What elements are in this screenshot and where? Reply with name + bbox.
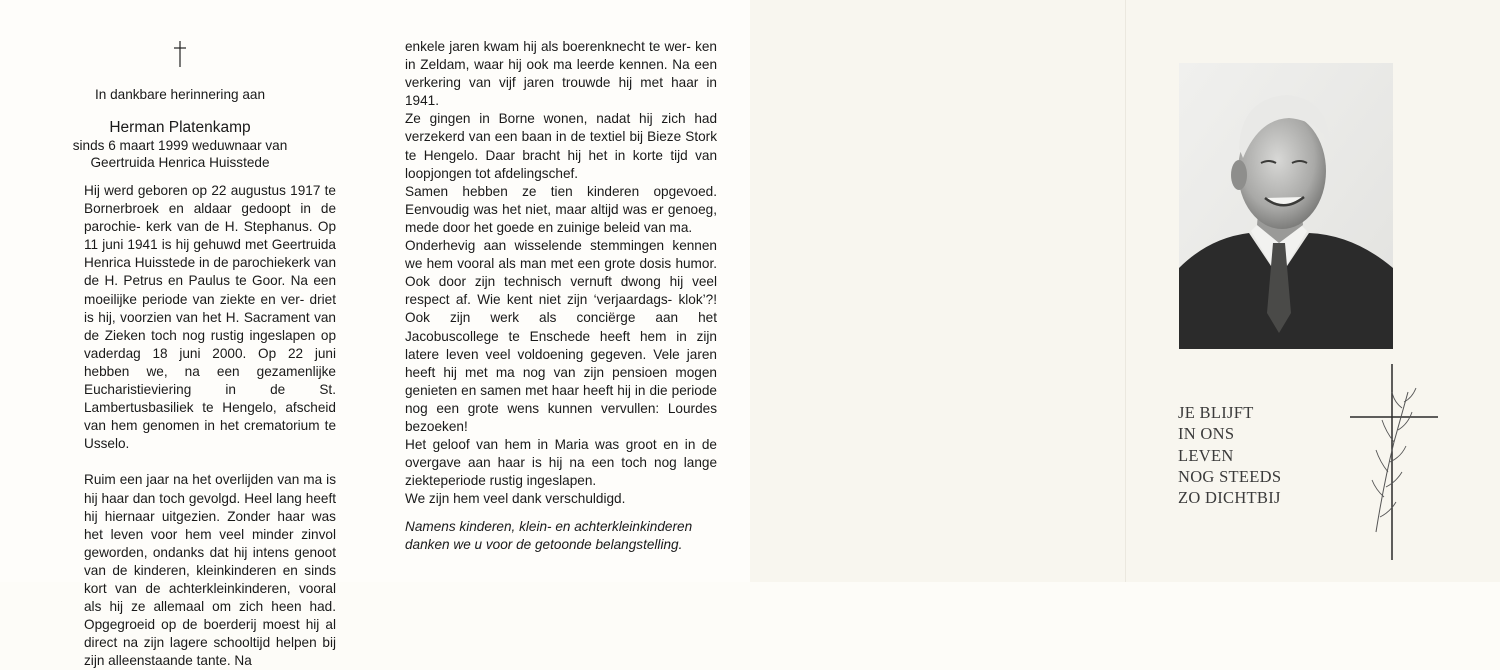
biography-block-4 (405, 237, 717, 436)
widower-line: sinds 6 maart 1999 weduwnaar van (72, 138, 288, 153)
text-line: latere leven veel voldoening gegeven. Vele jaren (405, 346, 717, 362)
text-line: veel respect af. Wie kent niet zijn ‘verjaardags- (405, 274, 717, 308)
poem-line: IN ONS (1178, 424, 1235, 444)
text-line: Lourdes bezoeken! (405, 400, 717, 434)
text-line: Ruim een jaar na het overlijden van ma is hij haar (84, 472, 336, 506)
text-line: genoeg, mede door het goede en zuinige beleid (405, 201, 718, 235)
text-line: Bornerbroek en aldaar gedoopt in de parochie- (84, 201, 336, 235)
portrait-illustration (1179, 63, 1393, 349)
poem-line: JE BLIJFT (1178, 403, 1254, 422)
text-line: gehuwd met Geertruida Henrica Huisstede in de (84, 237, 336, 271)
text-line: enkele jaren kwam hij als boerenknecht te wer- (405, 39, 691, 54)
poem-line: NOG STEEDS (1178, 466, 1282, 486)
text-line: Zieken toch nog rustig ingeslapen op vaderdag (84, 327, 337, 361)
text-line: schooltijd helpen bij zijn alleenstaande tante. Na (84, 635, 336, 669)
biography-block-5 (405, 436, 717, 490)
poem-line: ZO DICHTBIJ (1178, 488, 1281, 508)
text-line: parochiekerk van de H. Petrus en Paulus te (84, 255, 336, 289)
text-line: Lambertusbasiliek te Hengelo, afscheid van hem (84, 400, 336, 434)
text-line: sinds kort van de achterkleinkinderen, vooral als (84, 562, 336, 615)
biography-block-2 (405, 110, 717, 182)
text-line: intens genoot van de kinderen, kleinkinderen en (84, 544, 336, 578)
text-line: overgave aan haar is hij na een toch nog lange (405, 455, 717, 471)
text-line: van loopjongen tot afdelingschef. (405, 147, 718, 181)
text-line: heeft hij met ma nog van zijn pensioen mogen (405, 364, 717, 380)
biography-block-3 (405, 183, 717, 237)
text-line: humor. Ook door zijn technisch vernuft dwong hij (405, 256, 717, 290)
text-line: klok’?! Ook zijn werk als conciërge aan het (405, 292, 717, 326)
text-line: Samen hebben ze tien kinderen opgevoed. (405, 183, 717, 199)
text-line: Eenvoudig was het niet, maar altijd was er (405, 201, 664, 217)
portrait-photo (1179, 63, 1393, 349)
text-line: Het geloof van hem in Maria was groot en in de (405, 437, 717, 453)
text-line: Jacobuscollege te Enschede heeft hem in zijn (405, 328, 717, 344)
text-line: Na een verkering van vijf jaren trouwde hij met (405, 57, 717, 91)
biography-block-6 (405, 490, 717, 508)
text-line: periode nog een grote wens kunnen vervullen: (405, 382, 717, 416)
text-line: haar in 1941. (405, 75, 717, 109)
poem-line: LEVEN (1178, 445, 1234, 465)
text-line: van ma. (643, 219, 693, 235)
text-line: genomen in het crematorium te Usselo. (84, 418, 337, 452)
text-line: Onderhevig aan wisselende stemmingen kennen (405, 238, 717, 254)
text-line: dan toch gevolgd. Heel lang heeft hij hiernaar (84, 490, 337, 524)
text-line: We zijn hem veel dank verschuldigd. (405, 491, 626, 507)
text-line: driet is hij, voorzien van het H. Sacrament van de (84, 291, 336, 343)
text-line: kerk van de H. Stephanus. Op 11 juni 1941 is hij (84, 219, 337, 253)
biography-block-1 (405, 38, 717, 110)
deceased-name: Herman Platenkamp (109, 119, 251, 136)
closing-line-2: danken we u voor de getoonde belangstelling. (405, 537, 683, 553)
text-line: ken in Zeldam, waar hij ook ma leerde kennen. (405, 39, 717, 73)
cross-with-branch-icon (1346, 362, 1442, 562)
text-line: Goor. Na een moeilijke periode van ziekte en ver- (84, 273, 336, 307)
text-line: de boerderij moest hij al direct na zijn lagere (84, 617, 336, 651)
text-line: veel minder zinvol geworden, ondanks dat hij (84, 526, 336, 560)
text-line: hij ze allemaal om zich heen had. Opgegroeid op (84, 599, 337, 633)
text-line: 18 juni 2000. Op 22 juni hebben we, na een (84, 345, 336, 379)
closing-line-1: Namens kinderen, klein- en achterkleinkinderen (405, 519, 693, 534)
text-line: we hem vooral als man met een grote dosis (405, 256, 672, 272)
text-line: Hij werd geboren op 22 augustus 1917 te (84, 183, 336, 198)
intro-text: In dankbare herinnering aan (94, 87, 266, 102)
text-line: ziekteperiode rustig ingeslapen. (405, 473, 597, 489)
text-line: genieten en samen met haar heeft hij in die (405, 382, 668, 398)
biography-paragraph-1 (84, 182, 336, 453)
text-line: verzekerd van een baan in de textiel bij Bieze (405, 129, 682, 145)
text-line: uitgezien. Zonder haar was het leven voor hem (84, 508, 336, 542)
biography-paragraph-2 (84, 471, 336, 670)
text-line: Stork te Hengelo. Daar bracht hij het in korte tijd (405, 129, 717, 163)
spouse-name: Geertruida Henrica Huisstede (90, 155, 270, 170)
poem-text (1178, 402, 1281, 508)
fold-line (1125, 0, 1126, 582)
biography-column-1 (84, 182, 336, 670)
biography-column-2 (405, 38, 717, 508)
closing-text (405, 518, 735, 554)
text-line: gezamenlijke Eucharistieviering in de St. (84, 363, 336, 398)
text-line: Ze gingen in Borne wonen, nadat hij zich had (405, 111, 717, 127)
cross-icon (173, 40, 187, 68)
